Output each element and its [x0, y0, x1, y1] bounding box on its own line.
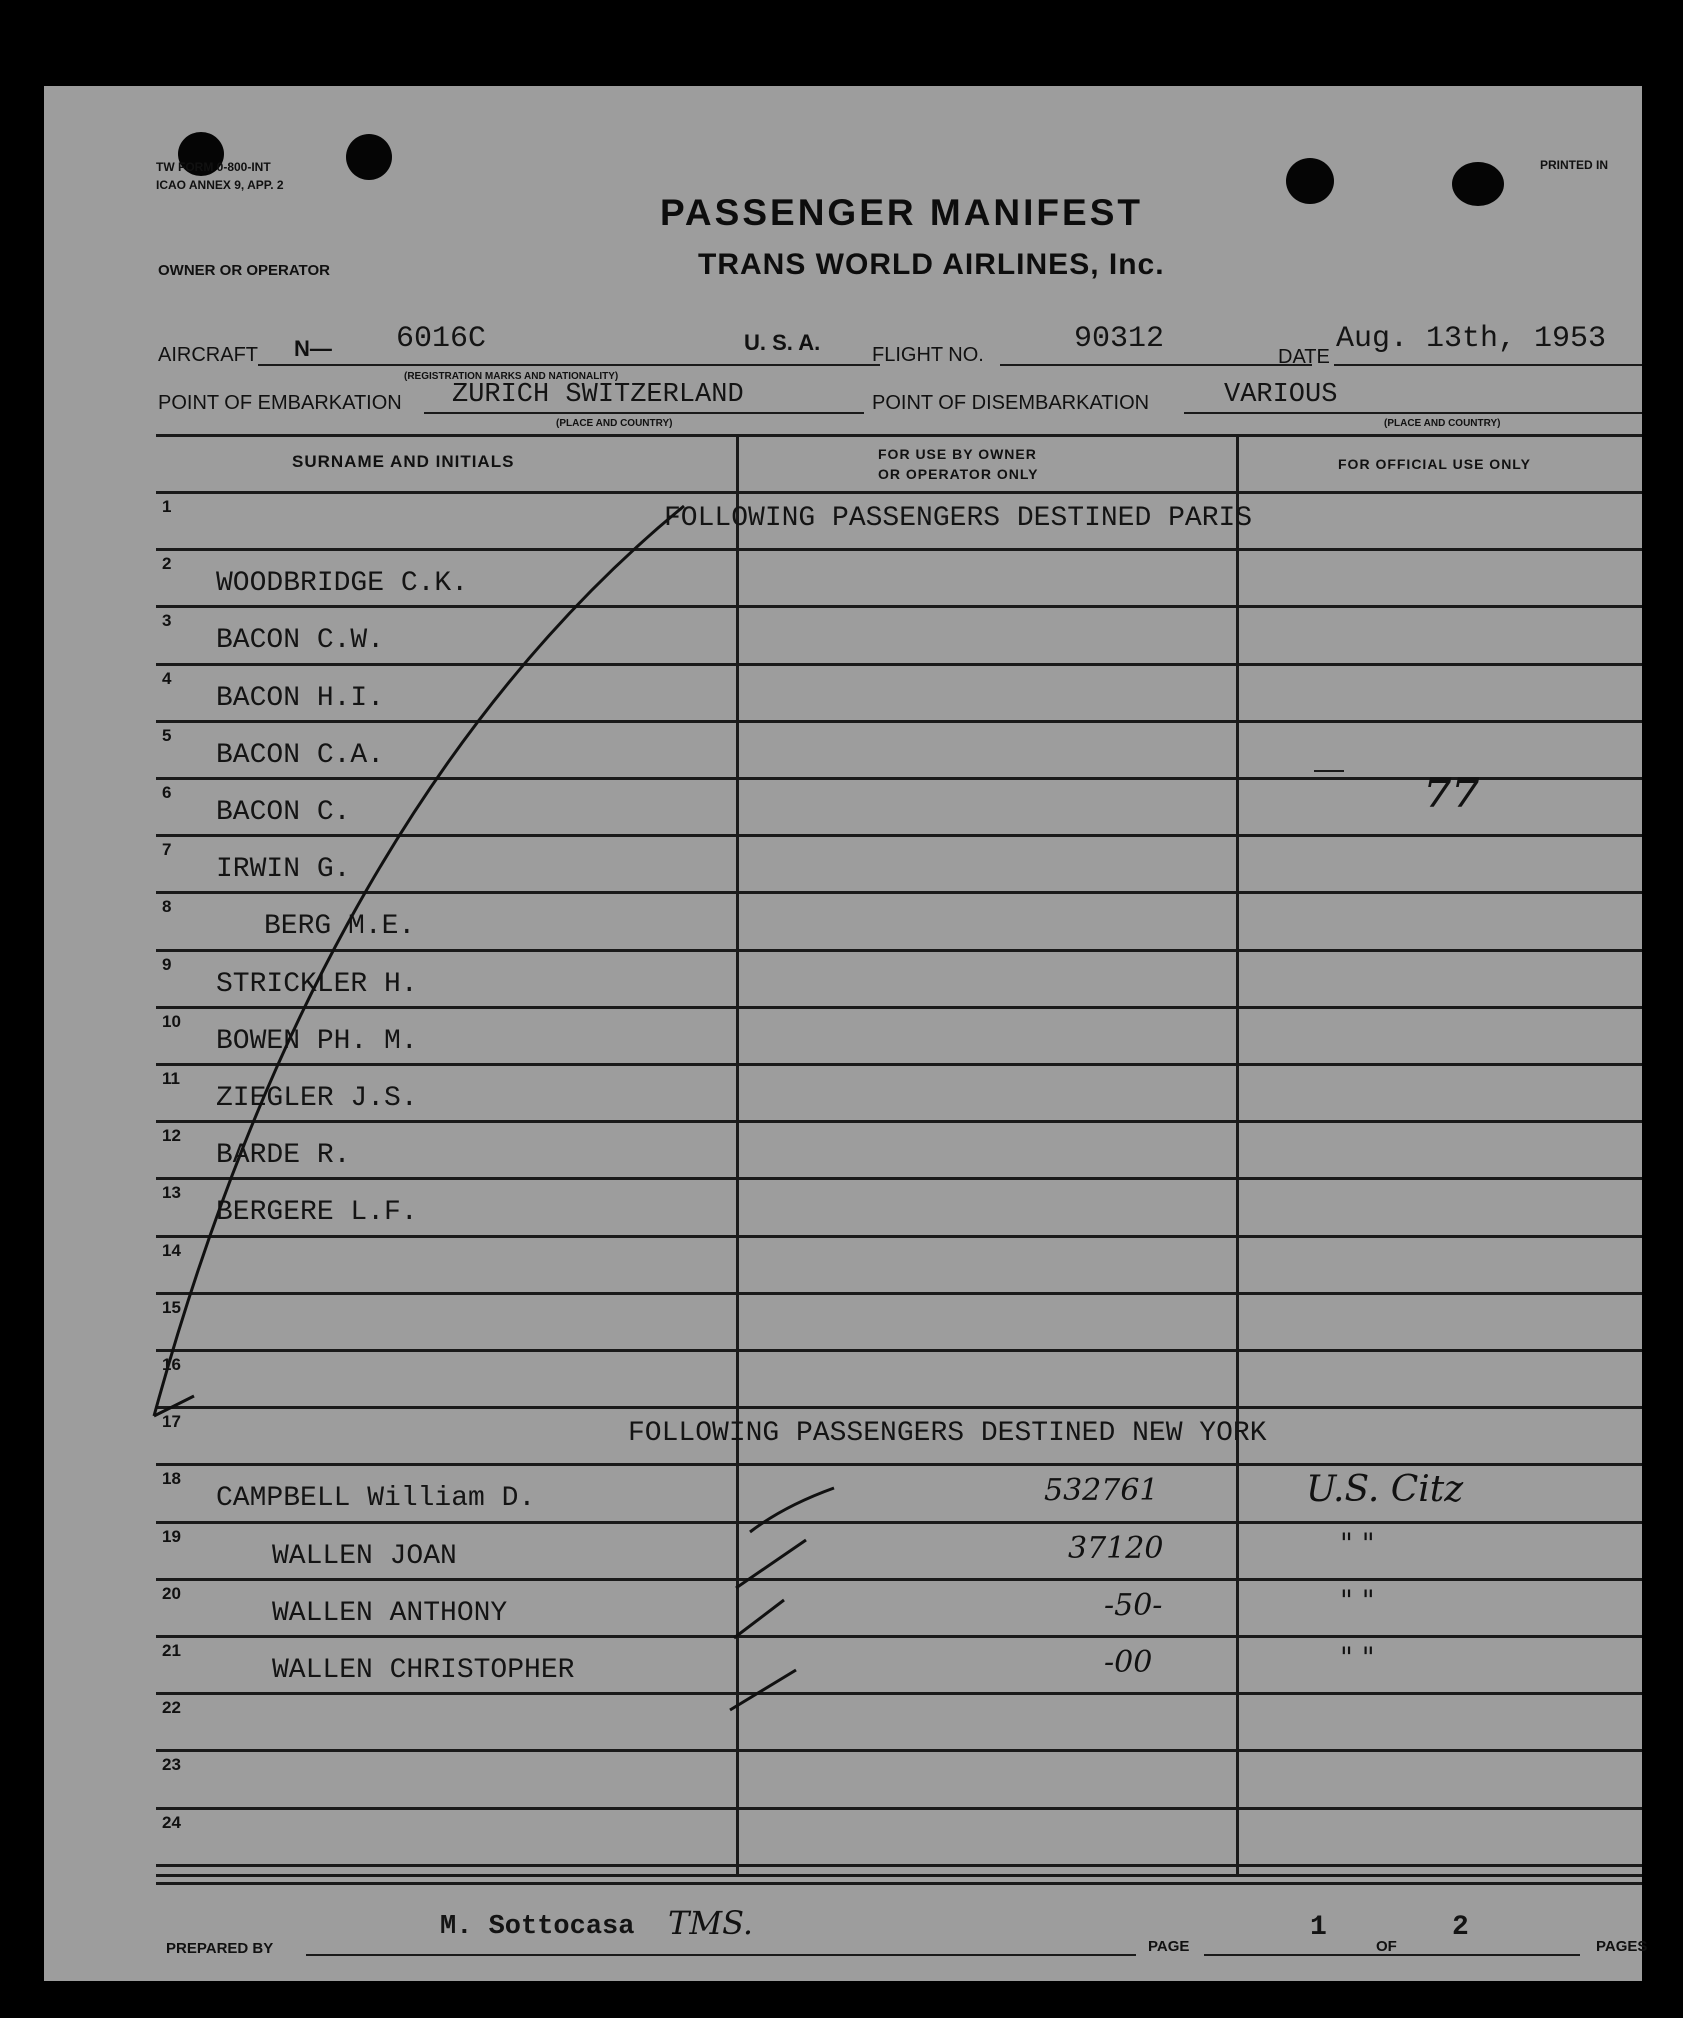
- official-use-value: " ": [1340, 1641, 1375, 1674]
- row-number: 11: [162, 1069, 180, 1088]
- row-number: 14: [162, 1241, 181, 1260]
- check-mark: [750, 1488, 834, 1532]
- row-number: 12: [162, 1126, 181, 1145]
- col-header-owner-1: FOR USE BY OWNER: [878, 446, 1037, 462]
- of-label: OF: [1376, 1938, 1397, 1955]
- passenger-name: BOWEN PH. M.: [216, 1026, 418, 1057]
- passenger-name: WALLEN JOAN: [272, 1541, 457, 1572]
- passenger-name: BERGERE L.F.: [216, 1197, 418, 1228]
- row-number: 9: [162, 955, 172, 974]
- destination-banner: FOLLOWING PASSENGERS DESTINED PARIS: [664, 503, 1253, 534]
- date-label: DATE: [1278, 346, 1330, 368]
- row-number: 10: [162, 1012, 181, 1031]
- owner-use-value: 37120: [1068, 1531, 1164, 1566]
- disembarkation-caption: (PLACE AND COUNTRY): [1384, 418, 1501, 429]
- preparer-initials: TMS.: [668, 1904, 754, 1942]
- passenger-name: WOODBRIDGE C.K.: [216, 568, 469, 599]
- passenger-name: WALLEN CHRISTOPHER: [272, 1655, 575, 1686]
- pages-label: PAGES: [1596, 1938, 1648, 1955]
- embarkation-value: ZURICH SWITZERLAND: [452, 380, 744, 410]
- form-number: TW FORM 0-800-INT: [156, 160, 271, 174]
- owner-use-value: 532761: [1044, 1473, 1159, 1508]
- row-number: 1: [162, 497, 172, 516]
- row-number: 16: [162, 1355, 181, 1374]
- passenger-name: CAMPBELL William D.: [216, 1483, 536, 1514]
- passenger-name: BERG M.E.: [264, 911, 416, 942]
- date-value: Aug. 13th, 1953: [1336, 322, 1607, 356]
- check-mark: [730, 1670, 796, 1710]
- col-header-official: FOR OFFICIAL USE ONLY: [1338, 456, 1531, 472]
- passenger-name: BACON H.I.: [216, 683, 385, 714]
- prepared-by-label: PREPARED BY: [166, 1940, 274, 1957]
- official-use-value: " ": [1340, 1584, 1375, 1617]
- flight-label: FLIGHT NO.: [872, 344, 984, 366]
- row-number: 22: [162, 1698, 181, 1717]
- embarkation-label: POINT OF EMBARKATION: [158, 392, 402, 414]
- row-number: 5: [162, 726, 172, 745]
- row-number: 20: [162, 1584, 181, 1603]
- col-header-owner-2: OR OPERATOR ONLY: [878, 466, 1039, 482]
- icao-reference: ICAO ANNEX 9, APP. 2: [156, 178, 284, 192]
- printed-in: PRINTED IN: [1540, 158, 1609, 172]
- pen-marks: [44, 86, 1642, 1981]
- row-number: 13: [162, 1183, 181, 1202]
- destination-banner: FOLLOWING PASSENGERS DESTINED NEW YORK: [628, 1418, 1267, 1449]
- check-mark: [734, 1600, 784, 1638]
- manifest-sheet: [44, 86, 1648, 1981]
- passenger-name: IRWIN G.: [216, 854, 351, 885]
- row-number: 2: [162, 554, 172, 573]
- row-number: 18: [162, 1469, 181, 1488]
- passenger-name: BACON C.: [216, 797, 351, 828]
- official-use-value: " ": [1340, 1527, 1375, 1560]
- aircraft-registration: 6016C: [396, 322, 487, 356]
- registration-caption: (REGISTRATION MARKS AND NATIONALITY): [404, 371, 619, 382]
- owner-operator-label: OWNER OR OPERATOR: [158, 262, 330, 279]
- disembarkation-value: VARIOUS: [1224, 380, 1338, 410]
- official-mark: 77: [1424, 770, 1480, 817]
- passenger-name: ZIEGLER J.S.: [216, 1083, 418, 1114]
- row-number: 3: [162, 611, 172, 630]
- aircraft-label: AIRCRAFT: [158, 344, 258, 366]
- disembarkation-label: POINT OF DISEMBARKATION: [872, 392, 1150, 414]
- aircraft-prefix: N—: [294, 336, 332, 361]
- col-header-surname: SURNAME AND INITIALS: [292, 452, 515, 471]
- row-number: 21: [162, 1641, 181, 1660]
- row-number: 24: [162, 1813, 181, 1832]
- passenger-name: BARDE R.: [216, 1140, 351, 1171]
- aircraft-nationality: U. S. A.: [744, 330, 821, 355]
- passenger-name: BACON C.W.: [216, 625, 385, 656]
- flight-number: 90312: [1074, 322, 1165, 356]
- page-number: 1: [1310, 1912, 1327, 1943]
- check-mark: [736, 1540, 806, 1588]
- row-number: 4: [162, 669, 172, 688]
- passenger-name: STRICKLER H.: [216, 969, 418, 1000]
- row-number: 6: [162, 783, 172, 802]
- page-label: PAGE: [1148, 1938, 1190, 1955]
- page-total: 2: [1452, 1912, 1469, 1943]
- owner-use-value: -50-: [1104, 1588, 1163, 1623]
- passenger-name: WALLEN ANTHONY: [272, 1598, 508, 1629]
- owner-use-value: -00: [1104, 1645, 1153, 1680]
- row-number: 17: [162, 1412, 181, 1431]
- embarkation-caption: (PLACE AND COUNTRY): [556, 418, 673, 429]
- row-number: 23: [162, 1755, 181, 1774]
- diagonal-pen-stroke: [154, 506, 684, 1416]
- row-number: 15: [162, 1298, 181, 1317]
- official-use-value: U.S. Citz: [1306, 1469, 1464, 1510]
- page-title: PASSENGER MANIFEST: [660, 192, 1143, 233]
- prepared-by-value: M. Sottocasa: [440, 1912, 635, 1942]
- airline-name: TRANS WORLD AIRLINES, Inc.: [698, 248, 1165, 281]
- passenger-name: BACON C.A.: [216, 740, 385, 771]
- row-number: 19: [162, 1527, 181, 1546]
- row-number: 8: [162, 897, 172, 916]
- row-number: 7: [162, 840, 172, 859]
